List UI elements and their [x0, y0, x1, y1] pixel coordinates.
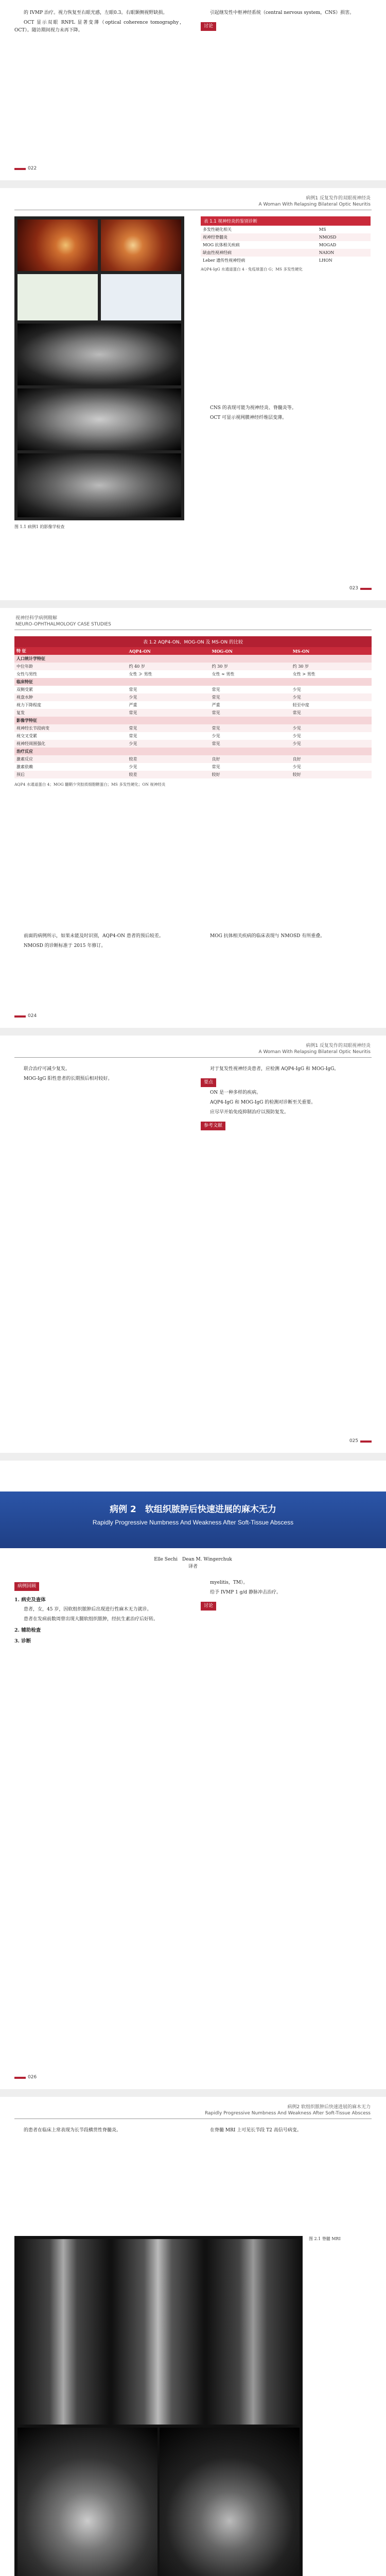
table-row: [14, 709, 372, 717]
table-cell: 常见: [292, 710, 301, 715]
table-cell: 少见: [129, 741, 137, 746]
mri-sagittal-1: [17, 2239, 109, 2425]
table-cell: 严重: [129, 703, 137, 707]
case-review-heading: 病例回顾: [14, 1582, 39, 1591]
table-cell: 约 30 岁: [212, 664, 228, 669]
running-header: [15, 615, 111, 628]
table-cell: 常见: [212, 765, 220, 769]
table-row: [14, 701, 372, 709]
authors-cn: 译者: [188, 1564, 198, 1569]
table-row: [14, 732, 372, 740]
mri-coronal: [17, 388, 181, 450]
table-cell: 女性 ≫ 男性: [129, 672, 152, 676]
page-4: [0, 1036, 386, 1453]
table-cell: 严重: [212, 703, 220, 707]
comparison-table: [14, 636, 372, 787]
figure-panel: [14, 216, 184, 520]
page1-right-column: [201, 9, 371, 33]
fundus-photo-right: [101, 219, 181, 271]
table-cell: 少见: [292, 695, 301, 700]
table-cell: 良好: [292, 757, 301, 761]
table-cell: 临床特征: [16, 679, 33, 684]
table-cell: 常见: [212, 726, 220, 731]
mri-sagittal-2: [112, 2239, 204, 2425]
page-number: 024: [28, 1013, 37, 1019]
table-cell: 少见: [292, 765, 301, 769]
page-number: 025: [349, 1438, 358, 1444]
header-en: A Woman With Relapsing Bilateral Optic Neuritis: [258, 1049, 371, 1055]
table-cell: [210, 655, 291, 663]
table-cell: 较好: [212, 772, 220, 777]
page-3: [0, 608, 386, 1028]
header-cn: 病例1 反复发作的双眼视神经炎: [306, 196, 371, 201]
subheading: 1. 病史及查体: [14, 1597, 46, 1603]
paragraph: myelitis，TM）。: [210, 1580, 248, 1585]
page-6: [0, 2097, 386, 2576]
page3-left-column: [14, 933, 184, 952]
header-en: NEURO-OPHTHALMOLOGY CASE STUDIES: [15, 622, 111, 627]
table-title: 表 1.2 AQP4-ON、MOG-ON 及 MS-ON 的比较: [14, 636, 372, 647]
page4-left-column: [14, 1065, 184, 1085]
page6-left-column: [14, 2127, 184, 2137]
table-cell: 人口统计学特征: [16, 656, 45, 661]
key-point: ON 是一种多样的疾病。: [210, 1090, 261, 1095]
authors: [0, 1556, 386, 1570]
mri-sagittal-3: [207, 2239, 300, 2425]
table-row: [14, 663, 372, 670]
table-cell: 视神经周围强化: [16, 741, 45, 746]
table-row: 多发性硬化相关 MS: [203, 227, 326, 232]
paragraph: NMOSD 的诊断标准于 2015 年修订。: [24, 943, 106, 948]
header-rule: [14, 1057, 372, 1058]
table-cell: 少见: [212, 734, 220, 738]
table-row: [14, 771, 372, 778]
table-cell: 常见: [212, 741, 220, 746]
table-row: [14, 755, 372, 763]
table-cell: [291, 748, 372, 755]
page-number: 026: [28, 2075, 37, 2080]
table-cell: 激素依赖: [16, 765, 33, 769]
mri-axial: [17, 324, 181, 385]
paragraph: 的患者在临床上常表现为长节段横贯性脊髓炎。: [24, 2128, 121, 2133]
key-point: 应尽早开始免疫抑制治疗以预防复发。: [210, 1110, 289, 1115]
table-cell: 少见: [292, 734, 301, 738]
table-cell: 常见: [212, 695, 220, 700]
case-title-cn: 病例 2 软组织脓肿后快速进展的麻木无力: [110, 1504, 276, 1515]
fundus-photo-left: [17, 219, 98, 271]
table-cell: 视交叉受累: [16, 734, 37, 738]
table-cell: 较好: [292, 772, 301, 777]
table-cell: 常见: [129, 687, 137, 692]
case-title-en: Rapidly Progressive Numbness And Weakness After Soft-Tissue Abscess: [92, 1519, 294, 1526]
table-cell: 常见: [129, 726, 137, 731]
paragraph: 患者在发病前数周曾出现大腿软组织脓肿，经抗生素治疗后好转。: [24, 1617, 159, 1622]
paragraph: CNS 的表现可能为视神经炎、脊髓炎等。: [210, 405, 296, 411]
page-1: [0, 0, 386, 180]
page-number: 022: [28, 166, 37, 171]
column-header: MS-ON: [292, 648, 310, 654]
table-cell: 约 30 岁: [292, 664, 309, 669]
table-cell: 约 40 岁: [129, 664, 145, 669]
paragraph: 联合治疗可减少复发。: [24, 1066, 71, 1072]
differential-table: [201, 216, 371, 272]
table-cell: [291, 717, 372, 724]
references-heading: 参考文献: [201, 1122, 225, 1130]
table-cell: 预后: [16, 772, 25, 777]
table-row: Leber 遗传性视神经病 LHON: [203, 258, 332, 263]
paragraph: MOG 抗体相关疾病的临床表现与 NMOSD 有所重叠。: [210, 934, 325, 939]
paragraph: 引起继发性中枢神经系统（central nervous system，CNS）损害。: [210, 10, 355, 15]
key-points-heading: 要点: [201, 1078, 216, 1087]
page5-right-column: [201, 1579, 371, 1613]
page-5: [0, 1461, 386, 2089]
paragraph: 的 IVMP 治疗。视力恢复至右眼光感，左眼0.3。右眼颞侧视野缺损。: [24, 10, 168, 15]
table-section-row: [14, 655, 372, 663]
table-cell: 常见: [129, 734, 137, 738]
paragraph: 给予 IVMP 1 g/d 静脉冲击治疗。: [210, 1590, 282, 1595]
table-cell: 常见: [212, 687, 220, 692]
table-cell: 良好: [212, 757, 220, 761]
table-note: AQP4 水通道蛋白 4；MOG 髓鞘少突胶质细胞糖蛋白；MS 多发性硬化；ON 视神经炎: [14, 782, 166, 787]
header-en: A Woman With Relapsing Bilateral Optic Neuritis: [258, 202, 371, 207]
table-cell: 复发: [16, 710, 25, 715]
header-cn: 病例2 软组织脓肿后快速进展的麻木无力: [287, 2105, 371, 2110]
table-header-row: [14, 647, 372, 655]
table-section-row: [14, 748, 372, 755]
page-number-bar: [14, 168, 26, 170]
page3-right-column: [201, 933, 371, 942]
table-cell: 较差: [129, 772, 137, 777]
table-cell: 少见: [292, 726, 301, 731]
table-row: [14, 740, 372, 748]
paragraph: OCT 显示双眼 RNFL 显著变薄（optical coherence tomography，OCT）。随访期间视力未再下降。: [14, 20, 184, 33]
table-cell: [127, 717, 209, 724]
column-header: 特 征: [16, 648, 26, 653]
page5-left-column: [14, 1579, 184, 1647]
table: [201, 226, 371, 264]
paragraph: 在脊髓 MRI 上可见长节段 T2 高信号病变。: [210, 2128, 302, 2133]
table-cell: [210, 717, 291, 724]
mri-axial-1: [17, 2428, 157, 2576]
page-number-bar: [14, 2077, 26, 2079]
mri-sagittal: [17, 453, 181, 517]
header-cn: 视神经科学病例精解: [15, 616, 58, 621]
oct-left: [17, 274, 98, 320]
page-number-bar: [360, 588, 372, 590]
mri-axial-2: [160, 2428, 300, 2576]
page-number-bar: [14, 1015, 26, 1018]
table-cell: [127, 748, 209, 755]
paragraph: 患者，女，45 岁，因软组织脓肿后出现进行性麻木无力就诊。: [24, 1607, 152, 1612]
table-row: [14, 763, 372, 771]
discussion-heading: 讨论: [201, 22, 216, 31]
table-section-row: [14, 678, 372, 686]
header-cn: 病例1 反复发作的双眼视神经炎: [306, 1043, 371, 1048]
table-cell: 视神经长节段病变: [16, 726, 49, 731]
table-cell: [210, 748, 291, 755]
column-header: AQP4-ON: [129, 648, 151, 654]
table-cell: 较差: [129, 757, 137, 761]
table-cell: 治疗反应: [16, 749, 33, 754]
table-row: [14, 724, 372, 732]
table-row: [14, 670, 372, 678]
table-cell: 影像学特征: [16, 718, 37, 723]
table-cell: 视盘水肿: [16, 695, 33, 700]
figure-caption: 图 1.1 病例1 的影像学检查: [14, 524, 65, 529]
page-2: [0, 188, 386, 600]
table-cell: 少见: [292, 687, 301, 692]
paragraph: MOG-IgG 阳性患者的长期预后相对较好。: [24, 1076, 113, 1081]
table-row: 视神经脊髓炎 NMOSD: [201, 233, 371, 241]
table-cell: 女性 > 男性: [292, 672, 315, 676]
table-cell: 中位年龄: [16, 664, 33, 669]
table-cell: [291, 678, 372, 686]
table-title: 表 1.1 视神经炎的鉴别诊断: [201, 216, 371, 226]
table-cell: 轻至中度: [292, 703, 309, 707]
subheading: 2. 辅助检查: [14, 1628, 41, 1633]
table-cell: 少见: [129, 695, 137, 700]
subheading: 3. 诊断: [14, 1638, 31, 1644]
table: [14, 647, 372, 778]
table-cell: [291, 655, 372, 663]
page1-left-column: [14, 9, 184, 37]
table-cell: [127, 678, 209, 686]
table-cell: 视力下降程度: [16, 703, 41, 707]
page4-right-column: [201, 1065, 371, 1132]
table-cell: 女性 ≈ 男性: [212, 672, 235, 676]
table-cell: 常见: [212, 710, 220, 715]
table-cell: [127, 655, 209, 663]
table-cell: 激素反应: [16, 757, 33, 761]
page-number-bar: [360, 1440, 372, 1443]
paragraph: 对于复发性视神经炎患者，应检测 AQP4-IgG 和 MOG-IgG。: [210, 1066, 339, 1072]
header-en: Rapidly Progressive Numbness And Weakness After Soft-Tissue Abscess: [204, 2111, 371, 2116]
spine-mri-figure: [14, 2236, 303, 2576]
paragraph: OCT 可显示视网膜神经纤维层变薄。: [210, 415, 287, 420]
table-cell: [210, 678, 291, 686]
authors-en: Elle Sechi Dean M. Wingerchuk: [154, 1557, 232, 1562]
figure-caption: 图 2.1 脊髓 MRI: [309, 2236, 341, 2241]
table-row: 缺血性视神经病 NAION: [201, 249, 371, 257]
column-header: MOG-ON: [212, 648, 233, 654]
key-point: AQP4-IgG 和 MOG-IgG 的检测对诊断至关重要。: [210, 1100, 316, 1105]
oct-right: [101, 274, 181, 320]
table-cell: 少见: [129, 765, 137, 769]
table-section-row: [14, 717, 372, 724]
running-header: [205, 2104, 371, 2116]
table-cell: 常见: [129, 710, 137, 715]
table-row: [14, 686, 372, 693]
page-number: 023: [349, 586, 358, 591]
paragraph: 前面的病例所示，如果未能及时识别，AQP4-ON 患者的预后较差。: [24, 934, 164, 939]
case-title: [0, 1502, 386, 1526]
table-cell: 双侧受累: [16, 687, 33, 692]
table-cell: 女性与男性: [16, 672, 37, 676]
page6-right-column: [201, 2127, 371, 2137]
table-row: [14, 693, 372, 701]
page2-body: [201, 404, 371, 424]
running-header: [259, 195, 371, 208]
table-cell: 少见: [292, 741, 301, 746]
running-header: [259, 1043, 371, 1055]
table-row: MOG 抗体相关疾病 MOGAD: [203, 243, 337, 247]
table-note: AQP4-IgG 水通道蛋白 4 · 免疫球蛋白 G；MS 多发性硬化: [201, 267, 303, 272]
discussion-heading: 讨论: [201, 1602, 216, 1611]
